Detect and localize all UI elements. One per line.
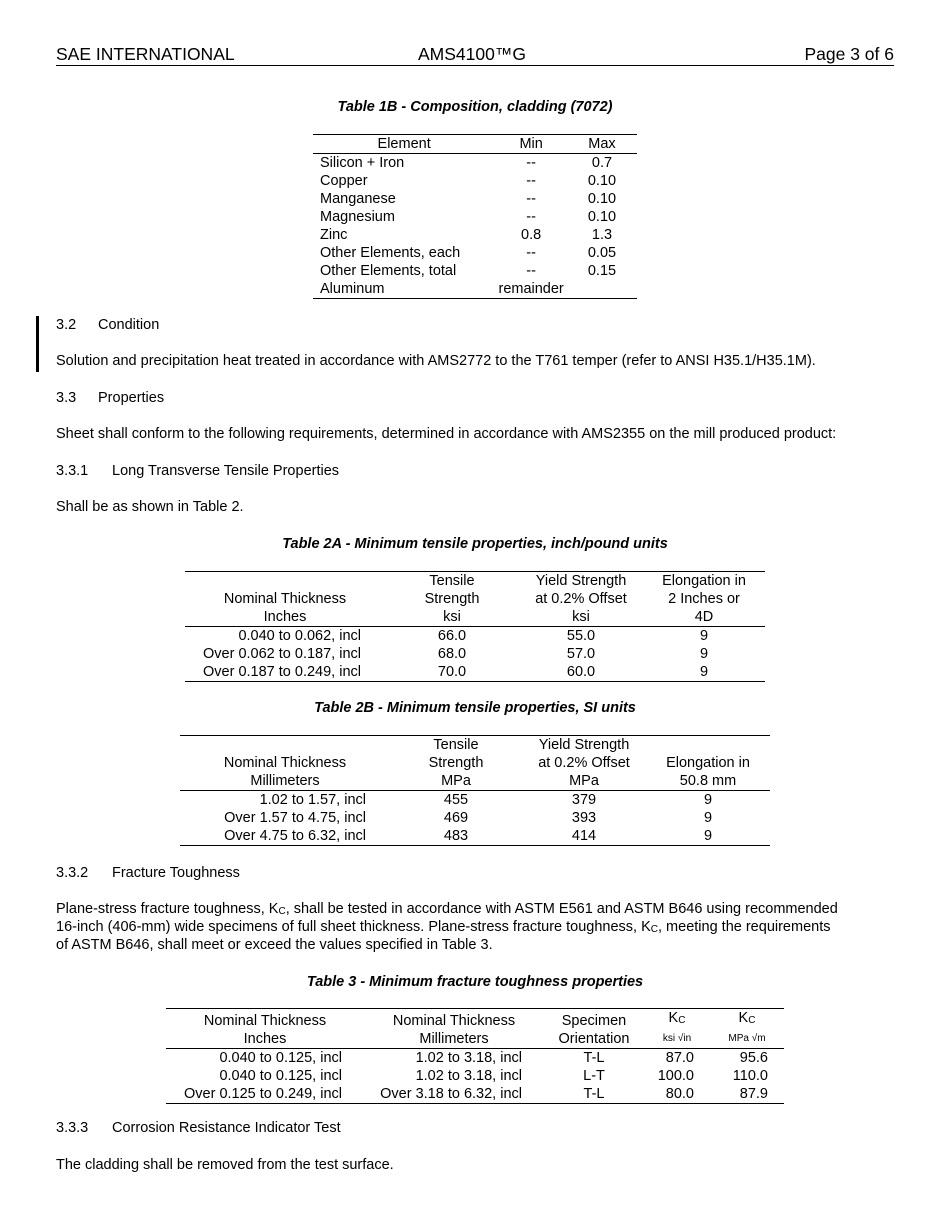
table-row [166, 1049, 784, 1068]
table-row [313, 244, 637, 262]
table-cell: Over 0.187 to 0.249, incl [203, 664, 361, 680]
table-header: Strength [428, 755, 484, 771]
table-cell: 379 [571, 792, 597, 808]
table-header: Min [495, 135, 567, 154]
table-header: MPa [390, 772, 522, 791]
k-symbol: K [738, 1010, 749, 1026]
table-header [185, 572, 385, 591]
table-cell: 9 [703, 810, 713, 826]
subscript: C [748, 1015, 756, 1026]
table-cell: 60.0 [566, 664, 596, 680]
table-cell: Other Elements, total [320, 263, 457, 279]
table-header-unit: MPa √m [710, 1030, 784, 1049]
table-row [166, 1085, 784, 1104]
table-cell: -- [526, 191, 536, 207]
table-cell: Zinc [320, 227, 348, 243]
table-2b [180, 735, 770, 846]
table-header: Max [567, 135, 637, 154]
table-cell: 95.6 [739, 1050, 768, 1066]
header-org: SAE INTERNATIONAL [56, 44, 235, 64]
table-cell: Copper [320, 173, 368, 189]
table-header [180, 736, 390, 755]
table-row [185, 645, 765, 663]
section-3-2-text: Solution and precipitation heat treated in accordance with AMS2772 to the T761 temper (refer to ANSI H35.1/H35.1M). [56, 353, 816, 369]
table-row [185, 663, 765, 682]
table-cell: Over 0.062 to 0.187, incl [203, 646, 361, 662]
section-title: Corrosion Resistance Indicator Test [112, 1120, 341, 1136]
page-header [56, 44, 894, 66]
section-3-3-3-heading [56, 1119, 341, 1137]
table-cell: -- [526, 209, 536, 225]
table-cell: 80.0 [665, 1086, 694, 1102]
section-3-3-heading [56, 389, 164, 407]
table-header [644, 1009, 710, 1031]
table-cell: Over 3.18 to 6.32, incl [380, 1086, 522, 1102]
section-3-3-1-heading [56, 462, 339, 480]
table-cell: 0.7 [591, 155, 613, 171]
section-3-2-heading [56, 316, 159, 334]
table-cell: 1.02 to 1.57, incl [259, 792, 366, 808]
table-header: ksi [385, 608, 519, 627]
table-header: Elongation in [662, 573, 746, 589]
section-number: 3.3.3 [56, 1120, 89, 1136]
section-title: Fracture Toughness [112, 865, 240, 881]
table-header: Millimeters [364, 1030, 544, 1049]
table-2a-caption: Table 2A - Minimum tensile properties, inch/pound units [282, 536, 668, 552]
table-header: 2 Inches or [668, 591, 740, 607]
table-header: at 0.2% Offset [535, 591, 627, 607]
table-cell: 0.10 [587, 173, 617, 189]
table-header: 4D [643, 608, 765, 627]
section-3-3-1-text: Shall be as shown in Table 2. [56, 499, 244, 515]
table-header: at 0.2% Offset [538, 755, 630, 771]
table-header: Inches [166, 1030, 364, 1049]
table-header: Strength [424, 591, 480, 607]
table-cell: -- [526, 173, 536, 189]
table-header [646, 736, 770, 755]
table-cell: 1.3 [591, 227, 613, 243]
revision-change-bar [36, 316, 39, 372]
table-cell [567, 280, 637, 299]
table-cell: 483 [443, 828, 469, 844]
section-number: 3.3 [56, 390, 77, 406]
table-header: Nominal Thickness [223, 755, 347, 771]
table-row [180, 809, 770, 827]
section-3-3-3-text: The cladding shall be removed from the test surface. [56, 1157, 394, 1173]
header-page-number: Page 3 of 6 [804, 44, 894, 64]
table-cell: 469 [443, 810, 469, 826]
table-header: 50.8 mm [646, 772, 770, 791]
table-cell: 66.0 [437, 628, 467, 644]
table-cell: 1.02 to 3.18, incl [415, 1068, 522, 1084]
section-title: Properties [98, 390, 165, 406]
table-cell: Other Elements, each [320, 245, 461, 261]
table-cell: Manganese [320, 191, 396, 207]
table-cell: 9 [703, 828, 713, 844]
table-cell: 57.0 [566, 646, 596, 662]
text-run: Plane-stress fracture toughness, K [56, 901, 279, 917]
subscript: C [650, 924, 658, 935]
header-doc-number: AMS4100™G [418, 44, 526, 64]
table-header: Nominal Thickness [392, 1013, 516, 1029]
table-cell: T-L [583, 1086, 605, 1102]
table-3-caption: Table 3 - Minimum fracture toughness properties [306, 974, 644, 990]
table-cell: 0.15 [587, 263, 617, 279]
table-header-unit: ksi √in [644, 1030, 710, 1049]
section-number: 3.3.2 [56, 865, 89, 881]
table-cell: 100.0 [657, 1068, 694, 1084]
table-cell: 0.040 to 0.125, incl [219, 1068, 342, 1084]
table-header: Inches [185, 608, 385, 627]
table-header: MPa [522, 772, 646, 791]
table-row [313, 280, 637, 299]
table-cell: Aluminum [320, 281, 385, 297]
table-cell: 455 [443, 792, 469, 808]
table-2b-caption: Table 2B - Minimum tensile properties, SI units [314, 700, 636, 716]
table-cell: 0.10 [587, 191, 617, 207]
table-cell: Over 4.75 to 6.32, incl [224, 828, 366, 844]
table-header: Element [313, 135, 495, 154]
table-cell: T-L [583, 1050, 605, 1066]
table-row [166, 1067, 784, 1085]
table-cell: 9 [699, 628, 709, 644]
section-3-3-2-heading [56, 864, 240, 882]
table-row [313, 208, 637, 226]
table-cell: 9 [699, 664, 709, 680]
subscript: C [278, 906, 286, 917]
table-row [180, 791, 770, 810]
k-symbol: K [668, 1010, 679, 1026]
table-cell: 87.0 [665, 1050, 694, 1066]
table-cell: 0.040 to 0.125, incl [219, 1050, 342, 1066]
table-header: ksi [519, 608, 643, 627]
table-cell: 0.040 to 0.062, incl [238, 628, 361, 644]
section-title: Long Transverse Tensile Properties [112, 463, 340, 479]
table-cell: 87.9 [739, 1086, 768, 1102]
table-cell: 0.10 [587, 209, 617, 225]
table-header: Elongation in [666, 755, 750, 771]
table-header: Specimen [561, 1013, 627, 1029]
text-run: , meeting the requirements [658, 919, 831, 935]
table-3 [166, 1008, 784, 1104]
table-header: Yield Strength [535, 573, 627, 589]
table-row [313, 172, 637, 190]
table-header: Millimeters [180, 772, 390, 791]
table-cell: Silicon + Iron [320, 155, 405, 171]
table-cell: remainder [498, 281, 564, 297]
table-row [313, 154, 637, 173]
table-cell: 110.0 [732, 1068, 768, 1084]
section-title: Condition [98, 317, 160, 333]
section-number: 3.3.1 [56, 463, 89, 479]
table-cell: 1.02 to 3.18, incl [415, 1050, 522, 1066]
table-row [313, 262, 637, 280]
text-run: , shall be tested in accordance with ASTM E561 and ASTM B646 using recommended [285, 901, 838, 917]
table-cell: 0.05 [587, 245, 617, 261]
subscript: C [678, 1015, 686, 1026]
table-cell: 55.0 [566, 628, 596, 644]
table-1b [313, 134, 637, 299]
table-row [185, 627, 765, 646]
table-cell: 70.0 [437, 664, 467, 680]
table-cell: 393 [571, 810, 597, 826]
text-run: 16-inch (406-mm) wide specimens of full sheet thickness. Plane-stress fracture toughness, K [56, 919, 651, 935]
table-header: Nominal Thickness [223, 591, 347, 607]
section-number: 3.2 [56, 317, 77, 333]
table-header: Tensile [433, 737, 479, 753]
table-cell: 9 [699, 646, 709, 662]
table-row [180, 827, 770, 846]
table-header: Nominal Thickness [203, 1013, 327, 1029]
table-1b-caption: Table 1B - Composition, cladding (7072) [337, 99, 613, 115]
table-header: Tensile [429, 573, 475, 589]
table-cell: -- [526, 245, 536, 261]
table-cell: -- [526, 155, 536, 171]
table-cell: L-T [583, 1068, 605, 1084]
table-cell: Magnesium [320, 209, 395, 225]
section-3-3-text: Sheet shall conform to the following requirements, determined in accordance with AMS2355 on the mill produced product: [56, 426, 837, 442]
table-header: Orientation [544, 1030, 644, 1049]
table-cell: Over 1.57 to 4.75, incl [224, 810, 366, 826]
table-header: Yield Strength [538, 737, 630, 753]
table-row [313, 226, 637, 244]
table-cell: Over 0.125 to 0.249, incl [184, 1086, 342, 1102]
table-cell: 9 [703, 792, 713, 808]
table-row [313, 190, 637, 208]
table-cell: -- [526, 263, 536, 279]
table-cell: 68.0 [437, 646, 467, 662]
table-header [710, 1009, 784, 1031]
table-cell: 414 [571, 828, 597, 844]
table-2a [185, 571, 765, 682]
table-cell: 0.8 [521, 227, 542, 243]
section-3-3-2-line-3: of ASTM B646, shall meet or exceed the values specified in Table 3. [56, 937, 493, 953]
